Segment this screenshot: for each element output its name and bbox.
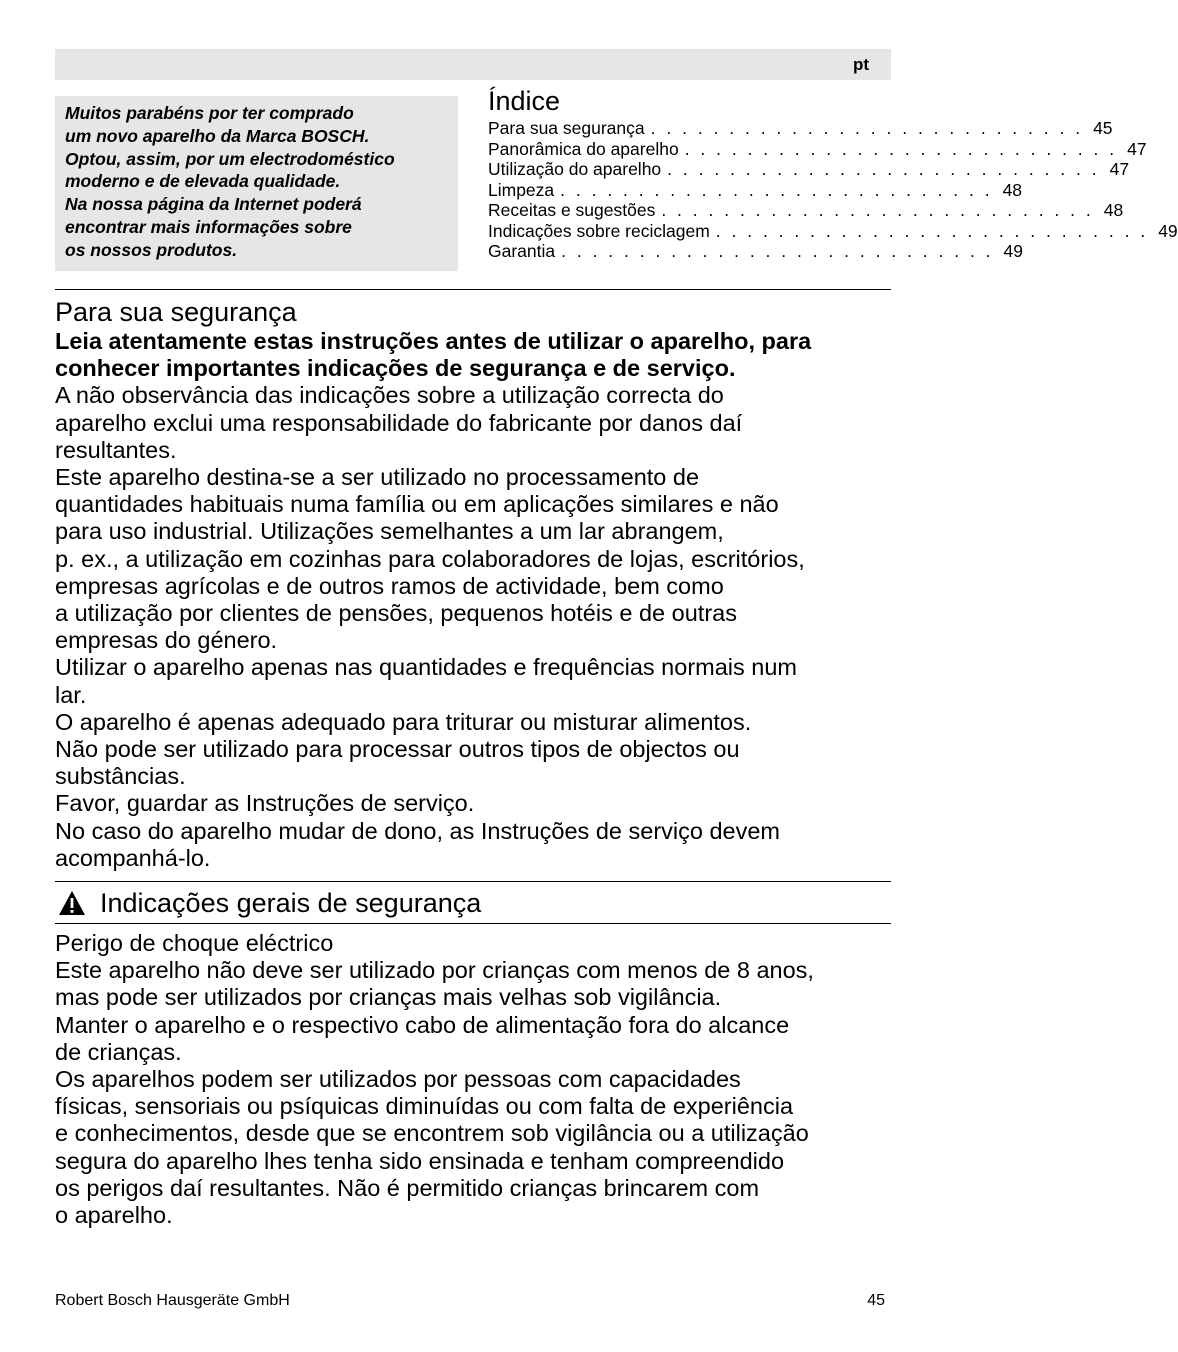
warning-icon [58,890,86,916]
bold-intro-line: conhecer importantes indicações de segurança e de serviço. [55,355,736,382]
body-line: A não observância das indicações sobre a utilização correcta do [55,382,724,409]
body-line: Não pode ser utilizado para processar outros tipos de objectos ou [55,736,740,763]
toc-leader: . . . . . . . . . . . . . . . . . . . . . . . . . . . . [560,179,993,200]
intro-line: um novo aparelho da Marca BOSCH. [65,125,370,146]
body-line: Este aparelho destina-se a ser utilizado no processamento de [55,464,700,491]
footer [55,1292,885,1310]
toc-item-page: 47 [1109,159,1130,179]
language-code: pt [852,55,869,74]
intro-line: encontrar mais informações sobre [65,216,352,237]
safety-section [55,296,895,872]
toc-item-label: Indicações sobre reciclagem [488,220,710,241]
general-safety-title-row [55,885,891,921]
toc-item-label: Receitas e sugestões [488,200,656,220]
body-line: acompanhá-lo. [55,844,211,871]
language-bar [55,49,891,80]
toc-leader: . . . . . . . . . . . . . . . . . . . . . . . . . . . . [661,200,1094,220]
toc-item-label: Garantia [488,241,556,261]
body-line: Este aparelho não deve ser utilizado por crianças com menos de 8 anos, [55,957,814,984]
toc-item[interactable] [488,118,1113,139]
toc-item[interactable] [488,200,1124,221]
toc-item[interactable] [488,220,1178,242]
intro-line: moderno e de elevada qualidade. [65,171,341,192]
body-line: segura do aparelho lhes tenha sido ensinada e tenham compreendido [55,1147,785,1174]
body-line: p. ex., a utilização em cozinhas para colaboradores de lojas, escritórios, [55,545,805,572]
body-line: Favor, guardar as Instruções de serviço. [55,790,475,817]
toc-item-page: 49 [1158,220,1178,241]
toc-item-page: 48 [1002,179,1023,200]
footer-company: Robert Bosch Hausgeräte GmbH [55,1292,290,1309]
intro-line: Optou, assim, por um electrodoméstico [65,148,395,169]
toc-item-page: 47 [1127,138,1147,159]
body-line: aparelho exclui uma responsabilidade do fabricante por danos daí [55,409,743,436]
body-line: empresas do género. [55,627,278,654]
toc-leader: . . . . . . . . . . . . . . . . . . . . . . . . . . . . [561,241,994,261]
page-number: 45 [867,1292,885,1309]
intro-line: Na nossa página da Internet poderá [65,194,362,215]
toc-leader: . . . . . . . . . . . . . . . . . . . . . . . . . . . . [667,159,1100,179]
body-line: Utilizar o aparelho apenas nas quantidades e frequências normais num [55,654,798,681]
toc-item[interactable] [488,159,1130,180]
toc-item-label: Limpeza [488,179,555,200]
toc-item-label: Para sua segurança [488,118,645,138]
section-title: Indicações gerais de segurança [100,888,482,918]
section-title: Para sua segurança [55,297,297,327]
body-line: os perigos daí resultantes. Não é permitido crianças brincarem com [55,1174,760,1201]
divider [55,881,891,882]
toc-leader: . . . . . . . . . . . . . . . . . . . . . . . . . . . . [715,220,1149,241]
intro-line: os nossos produtos. [65,239,238,260]
toc-item-label: Utilização do aparelho [488,159,662,179]
toc-leader: . . . . . . . . . . . . . . . . . . . . . . . . . . . . [684,138,1118,159]
body-line: empresas agrícolas e de outros ramos de actividade, bem como [55,572,724,599]
body-line: Os aparelhos podem ser utilizados por pessoas com capacidades [55,1066,741,1093]
body-line: mas pode ser utilizados por crianças mais velhas sob vigilância. [55,984,722,1011]
table-of-contents [488,84,1178,262]
bold-intro-line: Leia atentamente estas instruções antes de utilizar o aparelho, para [55,328,812,354]
body-line: o aparelho. [55,1202,173,1229]
intro-line: Muitos parabéns por ter comprado [65,103,354,123]
body-line: O aparelho é apenas adequado para triturar ou misturar alimentos. [55,708,752,735]
toc-item-page: 48 [1103,200,1124,220]
toc-leader: . . . . . . . . . . . . . . . . . . . . . . . . . . . . [650,118,1084,138]
toc-item[interactable] [488,179,1023,201]
body-line: e conhecimentos, desde que se encontrem sob vigilância ou a utilização [55,1120,809,1147]
body-line: substâncias. [55,763,186,790]
intro-box [55,96,458,271]
toc-item[interactable] [488,241,1024,262]
toc-item-label: Panorâmica do aparelho [488,138,679,159]
toc-item-page: 49 [1003,241,1024,261]
body-line: de crianças. [55,1038,182,1065]
body-line: físicas, sensoriais ou psíquicas diminuídas ou com falta de experiência [55,1093,794,1120]
toc-item[interactable] [488,138,1147,160]
body-line: a utilização por clientes de pensões, pequenos hotéis e de outras [55,600,737,627]
toc-title: Índice [488,86,561,116]
general-safety-heading [55,885,891,921]
body-line: lar. [55,681,87,708]
body-line: quantidades habituais numa família ou em aplicações similares e não [55,491,779,518]
body-line: No caso do aparelho mudar de dono, as Instruções de serviço devem [55,817,781,844]
body-line: Manter o aparelho e o respectivo cabo de alimentação fora do alcance [55,1011,790,1038]
toc-item-page: 45 [1093,118,1113,138]
divider [55,289,891,290]
subsection-title: Perigo de choque eléctrico [55,930,334,956]
body-line: para uso industrial. Utilizações semelhantes a um lar abrangem, [55,518,724,545]
divider [55,923,891,924]
general-safety-section [55,930,895,1229]
body-line: resultantes. [55,436,177,463]
